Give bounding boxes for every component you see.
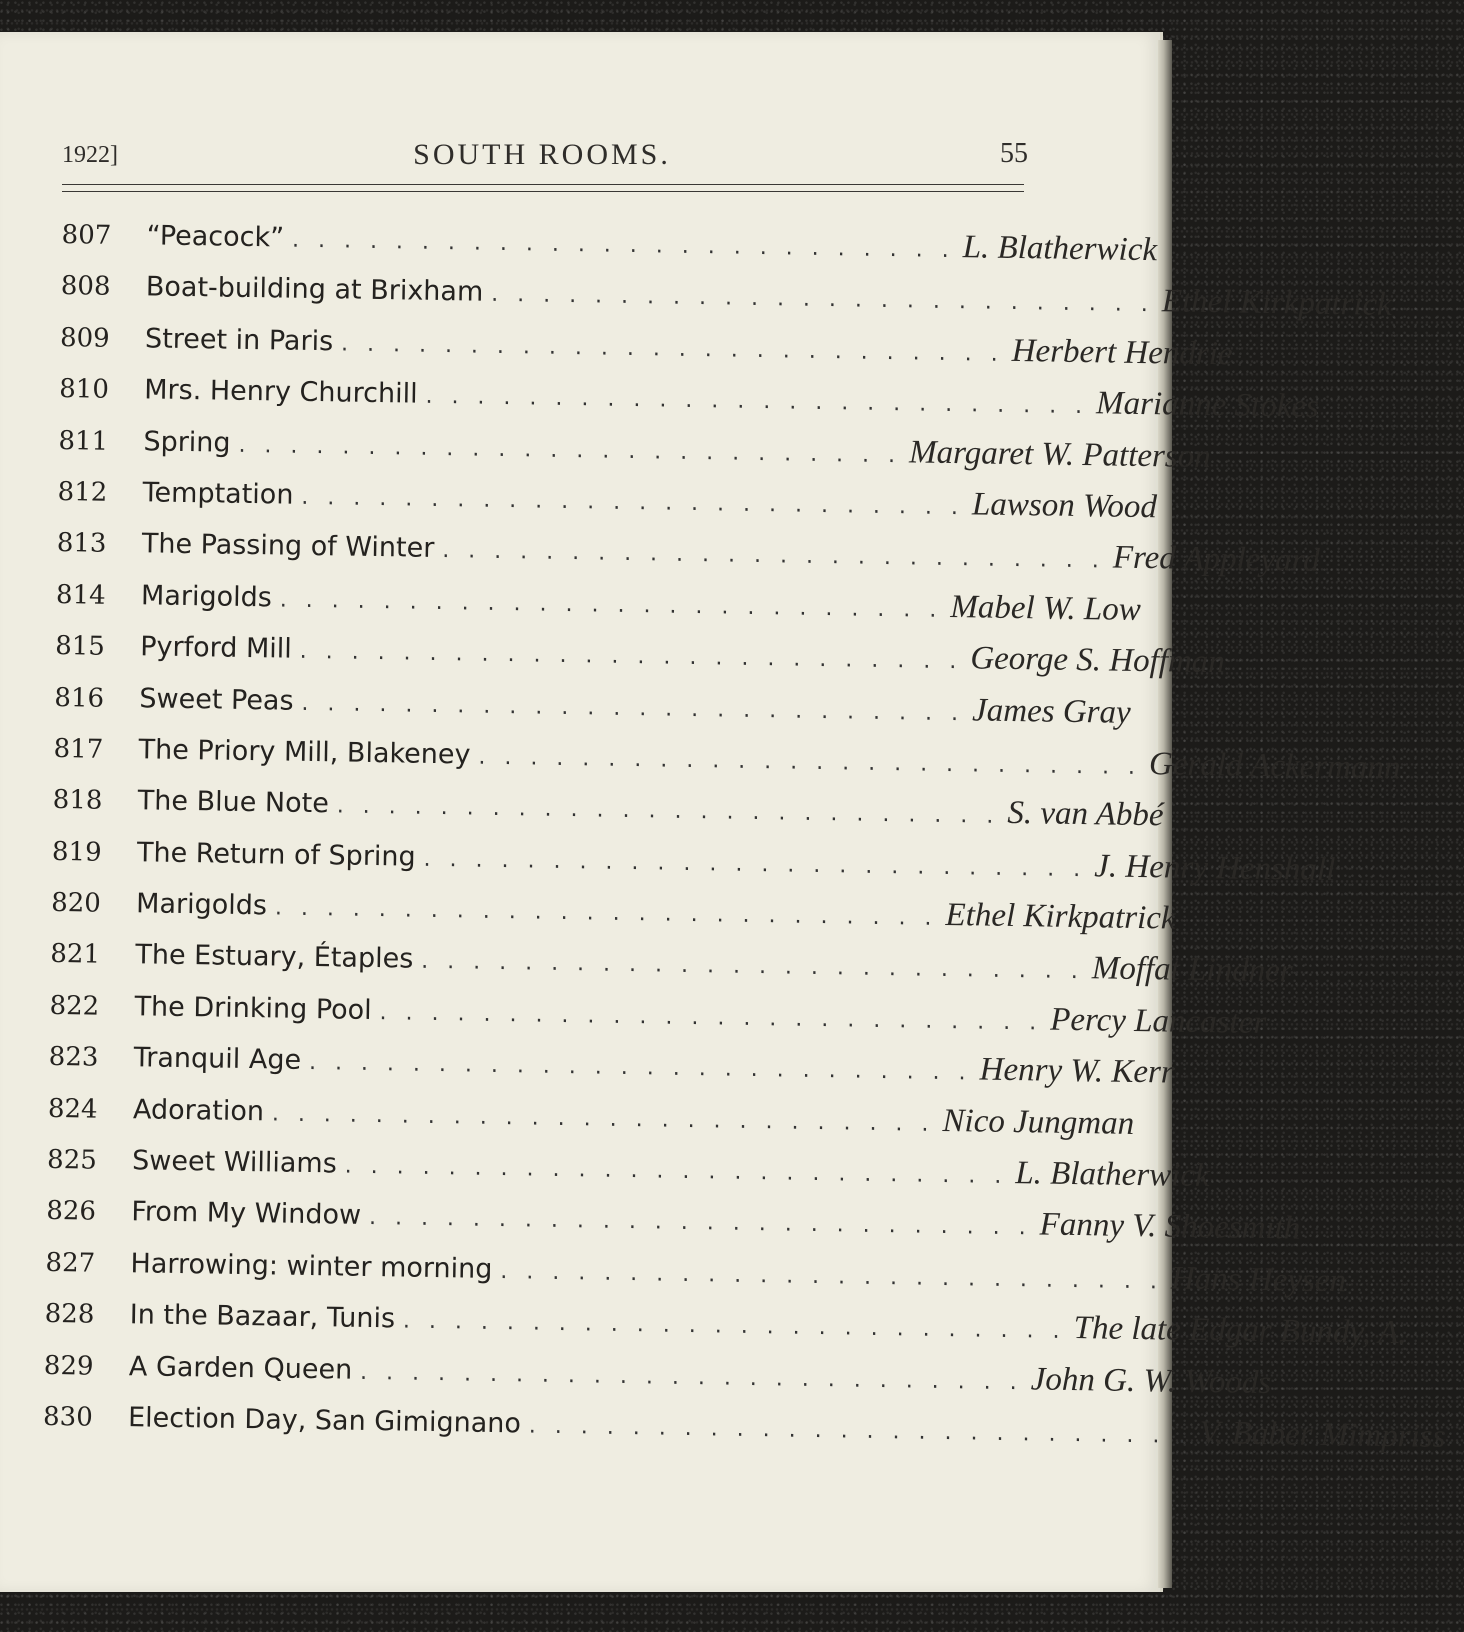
leader-dots: . . . . . . . . . . . . . . . . . . . . . . . . . . bbox=[344, 1153, 1008, 1189]
entry-number: 815 bbox=[54, 631, 106, 662]
entry-title: The Drinking Pool bbox=[134, 991, 372, 1026]
entry-artist: Ethel Kirkpatrick bbox=[945, 897, 1176, 937]
entry-artist: Nico Jungman bbox=[942, 1102, 1135, 1142]
entry-artist: Fanny V. Shoesmith bbox=[1039, 1206, 1301, 1247]
leader-dots: . . . . . . . . . . . . . . . . . . . . . . . . . . bbox=[340, 331, 1004, 367]
entry-title: The Return of Spring bbox=[136, 836, 416, 873]
entry-artist: L. Blatherwick bbox=[1015, 1155, 1210, 1195]
entry-number: 827 bbox=[45, 1247, 96, 1279]
entry-artist: Ethel Kirkpatrick bbox=[1161, 283, 1393, 324]
entry-number: 828 bbox=[44, 1299, 95, 1330]
leader-dots: . . . . . . . . . . . . . . . . . . . . . . . . . . bbox=[368, 1205, 1032, 1241]
entry-title: Mrs. Henry Churchill bbox=[144, 374, 418, 410]
entry-artist: James Gray bbox=[971, 691, 1131, 731]
entry-number: 813 bbox=[56, 528, 107, 560]
leader-dots: . . . . . . . . . . . . . . . . . . . . . . . . . . bbox=[402, 1308, 1066, 1345]
entry-number: 809 bbox=[59, 322, 110, 354]
entry-artist: George S. Hoffman bbox=[970, 640, 1226, 681]
leader-dots: . . . . . . . . . . . . . . . . . . . . . . . . . . bbox=[299, 638, 963, 675]
entry-number: 821 bbox=[50, 939, 101, 971]
entry-title: Sweet Peas bbox=[139, 682, 294, 717]
leader-dots: . . . . . . . . . . . . . . . . . . . . . . . . . . bbox=[238, 432, 902, 468]
entry-artist: Marianne Stokes bbox=[1095, 385, 1320, 425]
entry-title: From My Window bbox=[131, 1196, 362, 1232]
entry-title: Boat-building at Brixham bbox=[145, 271, 484, 309]
entry-artist: Hans Heysen bbox=[1170, 1260, 1347, 1300]
entry-number: 811 bbox=[58, 425, 109, 457]
entry-artist: Fred Appleyard bbox=[1112, 539, 1321, 580]
entry-title: “Peacock” bbox=[146, 220, 285, 254]
entry-number: 823 bbox=[48, 1042, 99, 1073]
leader-dots: . . . . . . . . . . . . . . . . . . . . . . . . . . bbox=[379, 999, 1043, 1036]
header-rule bbox=[62, 184, 1024, 185]
catalogue-list bbox=[42, 215, 1446, 1464]
page-number: 55 bbox=[1000, 138, 1028, 169]
entry-number: 829 bbox=[43, 1350, 94, 1382]
entry-title: Marigolds bbox=[140, 580, 273, 614]
entry-number: 808 bbox=[60, 271, 111, 303]
entry-artist: The late Edgar Bundy, A. bbox=[1073, 1310, 1407, 1352]
entry-title: The Estuary, Étaples bbox=[135, 939, 414, 976]
leader-dots: . . . . . . . . . . . . . . . . . . . . . . . . . . bbox=[301, 690, 965, 726]
entry-title: Election Day, San Gimignano bbox=[127, 1402, 522, 1440]
leader-dots: . . . . . . . . . . . . . . . . . . . . . . . . . . bbox=[528, 1413, 1192, 1449]
entry-number: 807 bbox=[61, 219, 112, 251]
entry-artist: Gerald Ackermann bbox=[1148, 746, 1401, 786]
page-header bbox=[60, 120, 1028, 180]
entry-number: 822 bbox=[49, 990, 100, 1022]
leader-dots: . . . . . . . . . . . . . . . . . . . . . . . . . . bbox=[423, 846, 1087, 882]
leader-dots: . . . . . . . . . . . . . . . . . . . . . . . . . . bbox=[308, 1050, 972, 1086]
entry-number: 830 bbox=[42, 1401, 93, 1433]
entry-number: 814 bbox=[55, 579, 106, 611]
entry-artist: V. Baber Mimpriss bbox=[1199, 1415, 1446, 1455]
leader-dots: . . . . . . . . . . . . . . . . . . . . . . . . . . bbox=[442, 538, 1106, 574]
leader-dots: . . . . . . . . . . . . . . . . . . . . . . . . . . bbox=[336, 793, 1000, 830]
leader-dots: . . . . . . . . . . . . . . . . . . . . . . . . . . bbox=[421, 949, 1085, 985]
entry-artist: Mabel W. Low bbox=[950, 588, 1142, 628]
entry-artist: John G. W. Woods bbox=[1030, 1360, 1272, 1401]
entry-title: Pyrford Mill bbox=[139, 631, 292, 665]
entry-title: Tranquil Age bbox=[133, 1042, 302, 1077]
entry-artist: Lawson Wood bbox=[971, 486, 1158, 526]
entry-number: 818 bbox=[52, 785, 103, 817]
entry-artist: J. Henry Henshall bbox=[1093, 847, 1336, 888]
entry-title: The Priory Mill, Blakeney bbox=[138, 734, 471, 771]
entry-title: Temptation bbox=[142, 477, 294, 511]
entry-number: 820 bbox=[50, 887, 102, 919]
leader-dots: . . . . . . . . . . . . . . . . . . . . . . . . . . bbox=[478, 744, 1142, 780]
entry-number: 810 bbox=[59, 374, 110, 405]
leader-dots: . . . . . . . . . . . . . . . . . . . . . . . . . . bbox=[291, 227, 955, 264]
entry-title: Adoration bbox=[132, 1093, 265, 1127]
entry-artist: S. van Abbé bbox=[1007, 795, 1164, 834]
entry-title: The Blue Note bbox=[137, 785, 330, 820]
leader-dots: . . . . . . . . . . . . . . . . . . . . . . . . . . bbox=[301, 484, 965, 521]
entry-number: 812 bbox=[57, 476, 108, 508]
header-title: SOUTH ROOMS. bbox=[413, 138, 671, 171]
entry-number: 816 bbox=[54, 682, 105, 714]
leader-dots: . . . . . . . . . . . . . . . . . . . . . . . . . . bbox=[271, 1101, 935, 1137]
entry-number: 824 bbox=[47, 1093, 98, 1125]
entry-title: Spring bbox=[143, 425, 231, 459]
header-rule bbox=[62, 191, 1024, 192]
entry-title: In the Bazaar, Tunis bbox=[129, 1299, 396, 1335]
leader-dots: . . . . . . . . . . . . . . . . . . . . . . . . . . bbox=[491, 282, 1154, 318]
leader-dots: . . . . . . . . . . . . . . . . . . . . . . . . . . bbox=[274, 895, 938, 931]
entry-title: Marigolds bbox=[135, 888, 268, 922]
leader-dots: . . . . . . . . . . . . . . . . . . . . . . . . . . bbox=[425, 383, 1089, 420]
entry-number: 819 bbox=[51, 836, 102, 868]
leader-dots: . . . . . . . . . . . . . . . . . . . . . . . . . . bbox=[500, 1258, 1164, 1295]
entry-title: A Garden Queen bbox=[128, 1350, 353, 1386]
entry-artist: Margaret W. Patterson bbox=[908, 433, 1212, 475]
header-year: 1922] bbox=[62, 142, 118, 168]
entry-number: 826 bbox=[46, 1196, 97, 1228]
leader-dots: . . . . . . . . . . . . . . . . . . . . . . . . . . bbox=[279, 587, 943, 623]
entry-artist: Herbert Hendrie bbox=[1011, 332, 1233, 373]
entry-artist: Moffat Lindner bbox=[1091, 950, 1293, 990]
entry-number: 817 bbox=[53, 733, 104, 765]
entry-artist: Henry W. Kerr bbox=[979, 1051, 1174, 1091]
entry-number: 825 bbox=[46, 1144, 98, 1176]
entry-artist: L. Blatherwick bbox=[962, 229, 1158, 269]
entry-title: Sweet Williams bbox=[131, 1145, 338, 1180]
entry-title: The Passing of Winter bbox=[141, 528, 435, 565]
entry-artist: Percy Lancaster bbox=[1049, 1001, 1267, 1041]
entry-title: Street in Paris bbox=[144, 323, 334, 358]
leader-dots: . . . . . . . . . . . . . . . . . . . . . . . . . . bbox=[359, 1359, 1023, 1395]
entry-title: Harrowing: winter morning bbox=[130, 1248, 493, 1285]
